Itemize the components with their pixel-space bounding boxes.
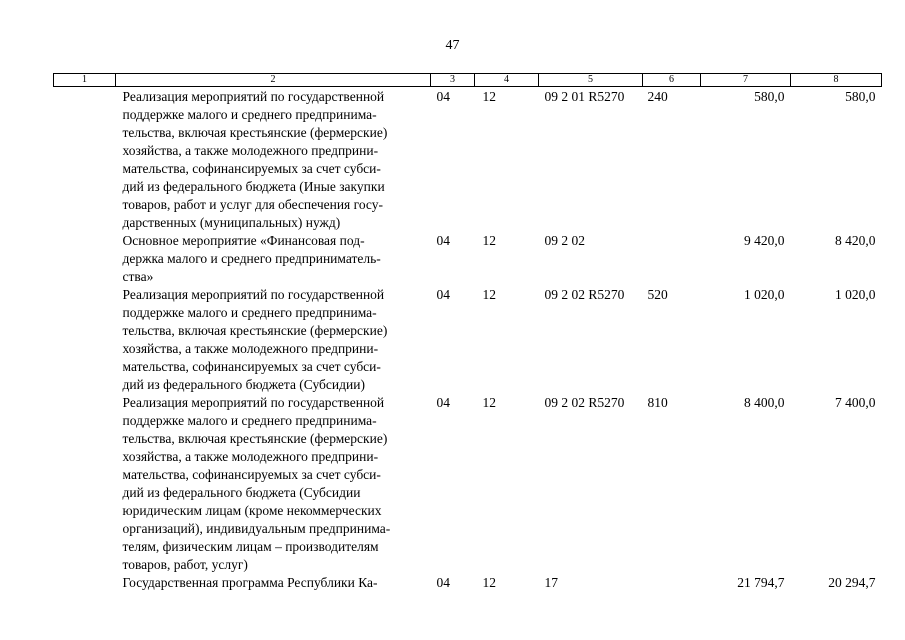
description-line: дий из федерального бюджета (Субсидии) xyxy=(122,377,365,392)
description-line: Реализация мероприятий по государственной xyxy=(122,287,385,302)
description-line: дий из федерального бюджета (Иные закупки xyxy=(122,179,385,194)
budget-table xyxy=(53,73,882,592)
column-header: 8 xyxy=(791,74,882,87)
cell-subsection: 12 xyxy=(482,89,496,104)
cell-expense-type xyxy=(643,574,701,592)
cell-amount-col7: 1 020,0 xyxy=(744,287,785,302)
description-line: юридическим лицам (кроме некоммерческих xyxy=(122,503,382,518)
column-header: 7 xyxy=(701,74,791,87)
column-header: 5 xyxy=(539,74,643,87)
table-row xyxy=(54,394,882,574)
table-header xyxy=(54,74,882,87)
cell-target-article: 09 2 02 R5270 xyxy=(544,395,625,410)
description-line: Реализация мероприятий по государственной xyxy=(122,395,385,410)
description-line: телям, физическим лицам – производителям xyxy=(122,539,379,554)
description-line: Государственная программа Республики Ка- xyxy=(122,575,378,590)
table-row xyxy=(54,232,882,286)
cell-amount-col7: 9 420,0 xyxy=(744,233,785,248)
cell-col1 xyxy=(54,394,116,574)
cell-section: 04 xyxy=(436,575,450,590)
column-header: 6 xyxy=(643,74,701,87)
cell-subsection: 12 xyxy=(482,233,496,248)
cell-amount-col7: 580,0 xyxy=(754,89,785,104)
description-line: ства» xyxy=(122,269,154,284)
cell-description xyxy=(116,232,431,286)
description-line: Реализация мероприятий по государственной xyxy=(122,89,385,104)
cell-col1 xyxy=(54,574,116,592)
cell-amount-col8: 20 294,7 xyxy=(828,575,876,590)
column-header: 3 xyxy=(431,74,475,87)
cell-description xyxy=(116,87,431,233)
cell-col1 xyxy=(54,286,116,394)
table-row xyxy=(54,87,882,233)
cell-description xyxy=(116,574,431,592)
description-line: хозяйства, а также молодежного предприни- xyxy=(122,143,379,158)
cell-amount-col8: 580,0 xyxy=(845,89,876,104)
cell-amount-col8: 8 420,0 xyxy=(835,233,876,248)
cell-target-article: 09 2 02 R5270 xyxy=(544,287,625,302)
description-line: организаций), индивидуальным предпринима- xyxy=(122,521,391,536)
description-line: мательства, софинансируемых за счет субси- xyxy=(122,359,381,374)
page-number: 47 xyxy=(445,38,460,53)
cell-amount-col8: 1 020,0 xyxy=(835,287,876,302)
description-line: тельства, включая крестьянские (фермерские) xyxy=(122,323,388,338)
description-line: мательства, софинансируемых за счет субси- xyxy=(122,161,381,176)
table-body xyxy=(54,87,882,593)
cell-subsection: 12 xyxy=(482,395,496,410)
cell-expense-type: 520 xyxy=(647,287,668,302)
description-line: хозяйства, а также молодежного предприни- xyxy=(122,341,379,356)
description-line: поддержке малого и среднего предпринима- xyxy=(122,305,377,320)
description-line: держка малого и среднего предприниматель- xyxy=(122,251,381,266)
column-header: 4 xyxy=(475,74,539,87)
column-header: 1 xyxy=(54,74,116,87)
cell-section: 04 xyxy=(436,395,450,410)
cell-subsection: 12 xyxy=(482,575,496,590)
description-line: тельства, включая крестьянские (фермерские) xyxy=(122,125,388,140)
table-row xyxy=(54,574,882,592)
column-header: 2 xyxy=(116,74,431,87)
cell-target-article: 17 xyxy=(544,575,558,590)
description-line: хозяйства, а также молодежного предприни- xyxy=(122,449,379,464)
description-line: товаров, работ, услуг) xyxy=(122,557,248,572)
cell-amount-col7: 21 794,7 xyxy=(737,575,785,590)
cell-target-article: 09 2 02 xyxy=(544,233,585,248)
cell-description xyxy=(116,286,431,394)
description-line: мательства, софинансируемых за счет субси- xyxy=(122,467,381,482)
cell-amount-col8: 7 400,0 xyxy=(835,395,876,410)
cell-amount-col7: 8 400,0 xyxy=(744,395,785,410)
description-line: дарственных (муниципальных) нужд) xyxy=(122,215,341,230)
cell-target-article: 09 2 01 R5270 xyxy=(544,89,625,104)
cell-description xyxy=(116,394,431,574)
description-line: дий из федерального бюджета (Субсидии xyxy=(122,485,361,500)
description-line: товаров, работ и услуг для обеспечения госу- xyxy=(122,197,383,212)
column-number-row xyxy=(54,74,882,87)
table-row xyxy=(54,286,882,394)
cell-subsection: 12 xyxy=(482,287,496,302)
cell-col1 xyxy=(54,87,116,233)
cell-section: 04 xyxy=(436,287,450,302)
description-line: поддержке малого и среднего предпринима- xyxy=(122,413,377,428)
description-line: Основное мероприятие «Финансовая под- xyxy=(122,233,365,248)
cell-section: 04 xyxy=(436,89,450,104)
cell-col1 xyxy=(54,232,116,286)
description-line: поддержке малого и среднего предпринима- xyxy=(122,107,377,122)
description-line: тельства, включая крестьянские (фермерские) xyxy=(122,431,388,446)
cell-section: 04 xyxy=(436,233,450,248)
cell-expense-type: 240 xyxy=(647,89,668,104)
cell-expense-type: 810 xyxy=(647,395,668,410)
cell-expense-type xyxy=(643,232,701,286)
